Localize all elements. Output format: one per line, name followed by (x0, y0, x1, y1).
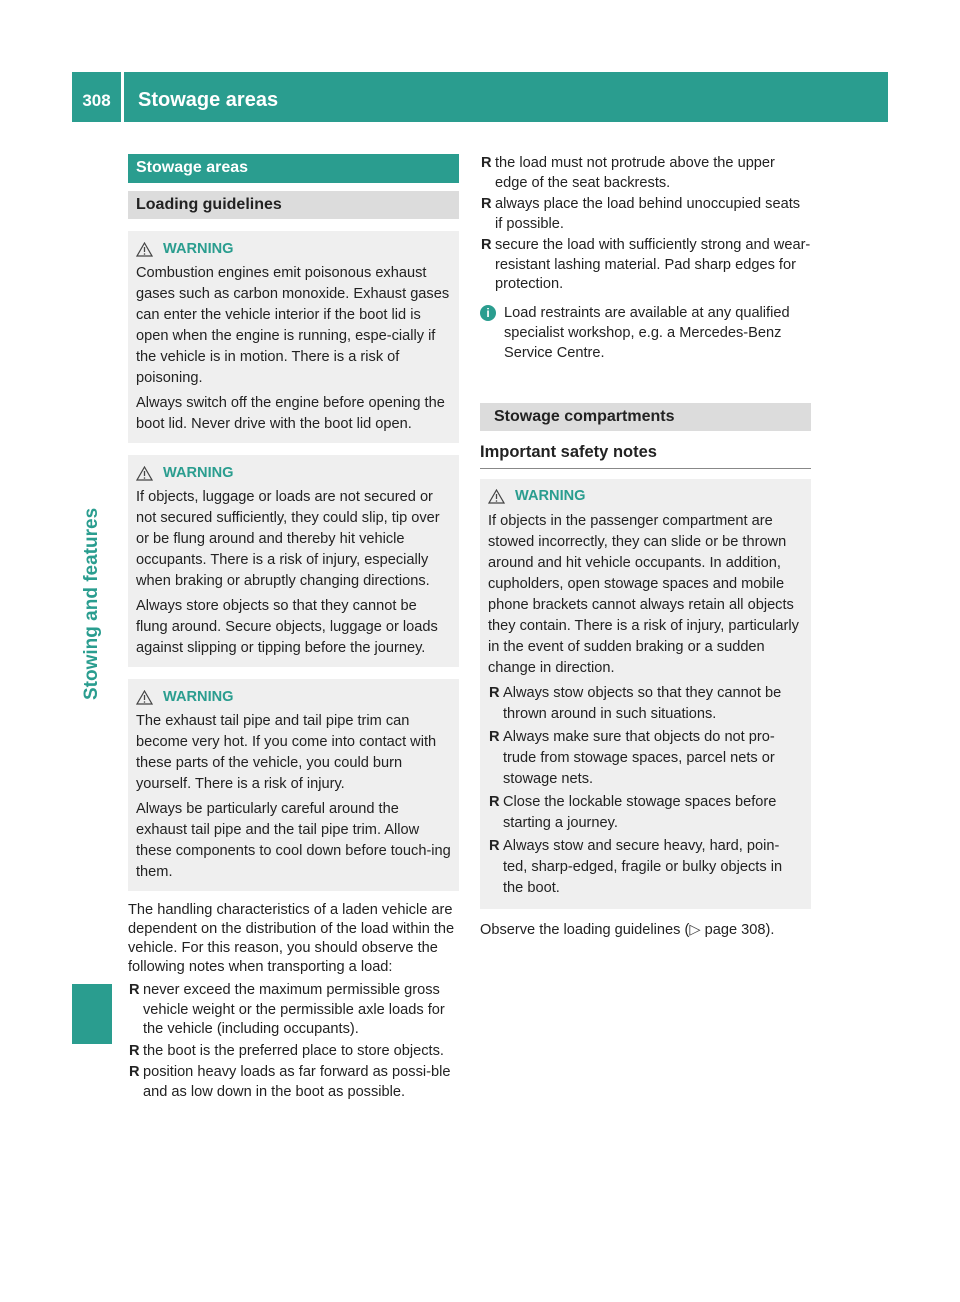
bullet-icon: R (489, 728, 500, 745)
warning-heading (136, 237, 451, 261)
warning-paragraph: Always be particularly careful around the exhaust tail pipe and the tail pipe trim. Allow these components to cool down before touch-ing them. (136, 801, 451, 880)
info-icon: i (480, 305, 496, 321)
list-item: R Always stow and secure heavy, hard, poin-ted, sharp-edged, fragile or bulky objects in the boot. (489, 837, 783, 896)
section-title-stowage-areas: Stowage areas (128, 154, 459, 183)
loading-bullet-list-continued (480, 154, 811, 295)
warning-triangle-icon (136, 690, 153, 705)
header-title: Stowage areas (138, 88, 279, 111)
list-item: R always place the load behind unoccupied seats if possible. (481, 196, 801, 232)
warning-label: WARNING (515, 488, 586, 504)
page-number: 308 (72, 72, 124, 122)
warning-triangle-icon (136, 466, 153, 481)
info-note-text: Load restraints are available at any qualified specialist workshop, e.g. a Mercedes-Benz Service Centre. (504, 304, 790, 361)
subsection-title-loading-guidelines: Loading guidelines (128, 191, 459, 219)
warning-heading (136, 685, 451, 709)
subheading-important-safety-notes: Important safety notes (480, 443, 811, 469)
warning-paragraph: Always store objects so that they cannot be flung around. Secure objects, luggage or loads against slipping or tipping before the journey. (136, 598, 438, 656)
bullet-icon: R (489, 837, 500, 854)
list-item: R the load must not protrude above the upper edge of the seat backrests. (481, 155, 775, 191)
warning-paragraph: The exhaust tail pipe and tail pipe trim can become very hot. If you come into contact with these parts of the vehicle, you could burn yourself. There is a risk of injury. (136, 713, 437, 792)
list-item: R secure the load with sufficiently strong and wear-resistant lashing material. Pad sharp edges for protection. (481, 237, 811, 292)
bullet-icon: R (129, 1064, 140, 1080)
warning-triangle-icon (136, 242, 153, 257)
bullet-icon: R (481, 155, 492, 171)
list-item: R the boot is the preferred place to store objects. (128, 1042, 459, 1062)
bullet-icon: R (481, 237, 492, 253)
warning-box-exhaust-gases (128, 231, 459, 443)
warning-box-hot-exhaust-pipe (128, 679, 459, 891)
section-title-stowage-compartments: Stowage compartments (480, 403, 811, 431)
warning-label: WARNING (163, 464, 234, 481)
page-reference-text: Observe the loading guidelines (▷ page 308). (480, 921, 775, 938)
info-note (480, 303, 811, 363)
loading-intro-text: The handling characteristics of a laden vehicle are dependent on the distribution of the load within the vehicle. For this reason, you should observe the following notes when transporting a load: (128, 902, 455, 975)
warning-paragraph: If objects in the passenger compartment are stowed incorrectly, they can slide or be thrown around and hit vehicle occupants. In addition, cupholders, open stowage spaces and mobile phone brackets cannot always retain all objects they contain. There is a risk of injury, particularly in the event of sudden braking or a sudden change in direction. (488, 512, 799, 676)
warning-label: WARNING (163, 240, 234, 257)
page-reference-arrow-icon: ▷ (689, 921, 701, 938)
bullet-icon: R (489, 793, 500, 810)
loading-bullet-list (128, 981, 459, 1102)
warning-heading (488, 485, 803, 509)
warning-paragraph: If objects, luggage or loads are not secured or not secured sufficiently, they could slip, tip over or be flung around and thereby hit vehicle occupants. There is a risk of injury, especially when braking or abruptly changing directions. (136, 489, 440, 589)
bullet-icon: R (489, 684, 500, 701)
list-item: R Always make sure that objects do not pro-trude from stowage spaces, parcel nets or stowage nets. (489, 728, 775, 787)
list-item: R Always stow objects so that they cannot be thrown around in such situations. (489, 684, 782, 722)
list-item: R Close the lockable stowage spaces before starting a journey. (489, 793, 777, 831)
side-chapter-label: Stowing and features (81, 507, 102, 700)
bullet-icon: R (129, 982, 140, 998)
list-item: R position heavy loads as far forward as possi-ble and as low down in the boot as possible. (129, 1064, 451, 1100)
bullet-icon: R (129, 1042, 140, 1059)
warning-box-passenger-compartment (480, 479, 811, 909)
warning-triangle-icon (488, 489, 505, 504)
bullet-icon: R (481, 196, 492, 212)
right-column (480, 154, 811, 954)
warning-label: WARNING (163, 688, 234, 705)
warning-paragraph: Combustion engines emit poisonous exhaust gases such as carbon monoxide. Exhaust gases can enter the vehicle interior if the boot lid is open when the engine is running, espe-cially if the vehicle is in motion. There is a risk of poisoning. (136, 265, 450, 386)
warning-bullet-list (488, 683, 803, 899)
list-item: R never exceed the maximum permissible gross vehicle weight or the permissible axle loads for the vehicle (including occupants). (129, 982, 445, 1037)
warning-heading (136, 461, 451, 485)
side-chapter-marker (72, 984, 112, 1044)
warning-box-unsecured-loads (128, 455, 459, 667)
warning-paragraph: Always switch off the engine before opening the boot lid. Never drive with the boot lid open. (136, 395, 445, 432)
page-header (72, 72, 888, 122)
left-column (128, 154, 459, 1104)
